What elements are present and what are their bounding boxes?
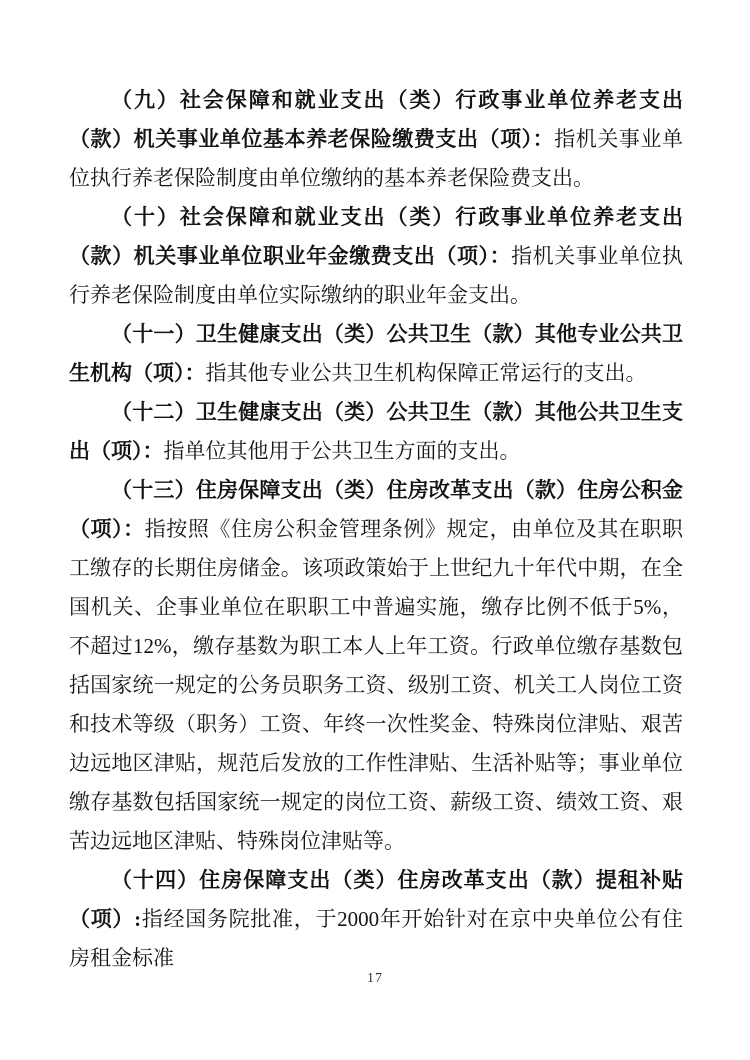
paragraph-13-description: 指按照《住房公积金管理条例》规定，由单位及其在职职工缴存的长期住房储金。该项政策始于上世纪九十年代中期，在全国机关、企事业单位在职职工中普遍实施，缴存比例不低于5%，不超过12%，缴存基数为职工本人上年工资。行政单位缴存基数包括国家统一规定的公务员职务工资、级别工资、机关工人岗位工资和技术等级（职务）工资、年终一次性奖金、特殊岗位津贴、艰苦边远地区津贴，规范后发放的工作性津贴、生活补贴等；事业单位缴存基数包括国家统一规定的岗位工资、薪级工资、绩效工资、艰苦边远地区津贴、特殊岗位津贴等。 (69, 517, 684, 853)
paragraph-13-housing-fund (69, 471, 683, 861)
paragraph-14-rent-subsidy (69, 861, 683, 978)
paragraph-11-description: 指其他专业公共卫生机构保障正常运行的支出。 (205, 361, 647, 385)
paragraph-11-public-health-institutions (69, 315, 683, 393)
paragraph-9-description: 指机关事业单位执行养老保险制度由单位缴纳的基本养老保险费支出。 (69, 127, 684, 190)
paragraph-11-heading: （十一）卫生健康支出（类）公共卫生（款）其他专业公共卫生机构（项）： (69, 322, 683, 385)
page-number: 17 (367, 971, 383, 986)
paragraph-12-heading: （十二）卫生健康支出（类）公共卫生（款）其他公共卫生支出（项）： (69, 400, 683, 463)
paragraph-12-description: 指单位其他用于公共卫生方面的支出。 (163, 439, 521, 463)
paragraph-12-other-public-health (69, 393, 683, 471)
paragraph-9-pension-basic-contribution (69, 81, 683, 198)
paragraph-9-heading: （九）社会保障和就业支出（类）行政事业单位养老支出（款）机关事业单位基本养老保险缴费支出（项）： (69, 88, 683, 151)
paragraph-10-heading: （十）社会保障和就业支出（类）行政事业单位养老支出（款）机关事业单位职业年金缴费支出（项）： (69, 205, 683, 268)
paragraph-10-annuity-contribution (69, 198, 683, 315)
document-text-column (69, 81, 683, 978)
page-footer (0, 969, 750, 987)
paragraph-14-description: 指经国务院批准，于2000年开始针对在京中央单位公有住房租金标准 (69, 907, 683, 970)
paragraph-10-description: 指机关事业单位执行养老保险制度由单位实际缴纳的职业年金支出。 (69, 244, 683, 307)
paragraph-14-heading: （十四）住房保障支出（类）住房改革支出（款）提租补贴（项）: (69, 868, 683, 931)
paragraph-13-heading: （十三）住房保障支出（类）住房改革支出（款）住房公积金（项）： (69, 478, 683, 541)
